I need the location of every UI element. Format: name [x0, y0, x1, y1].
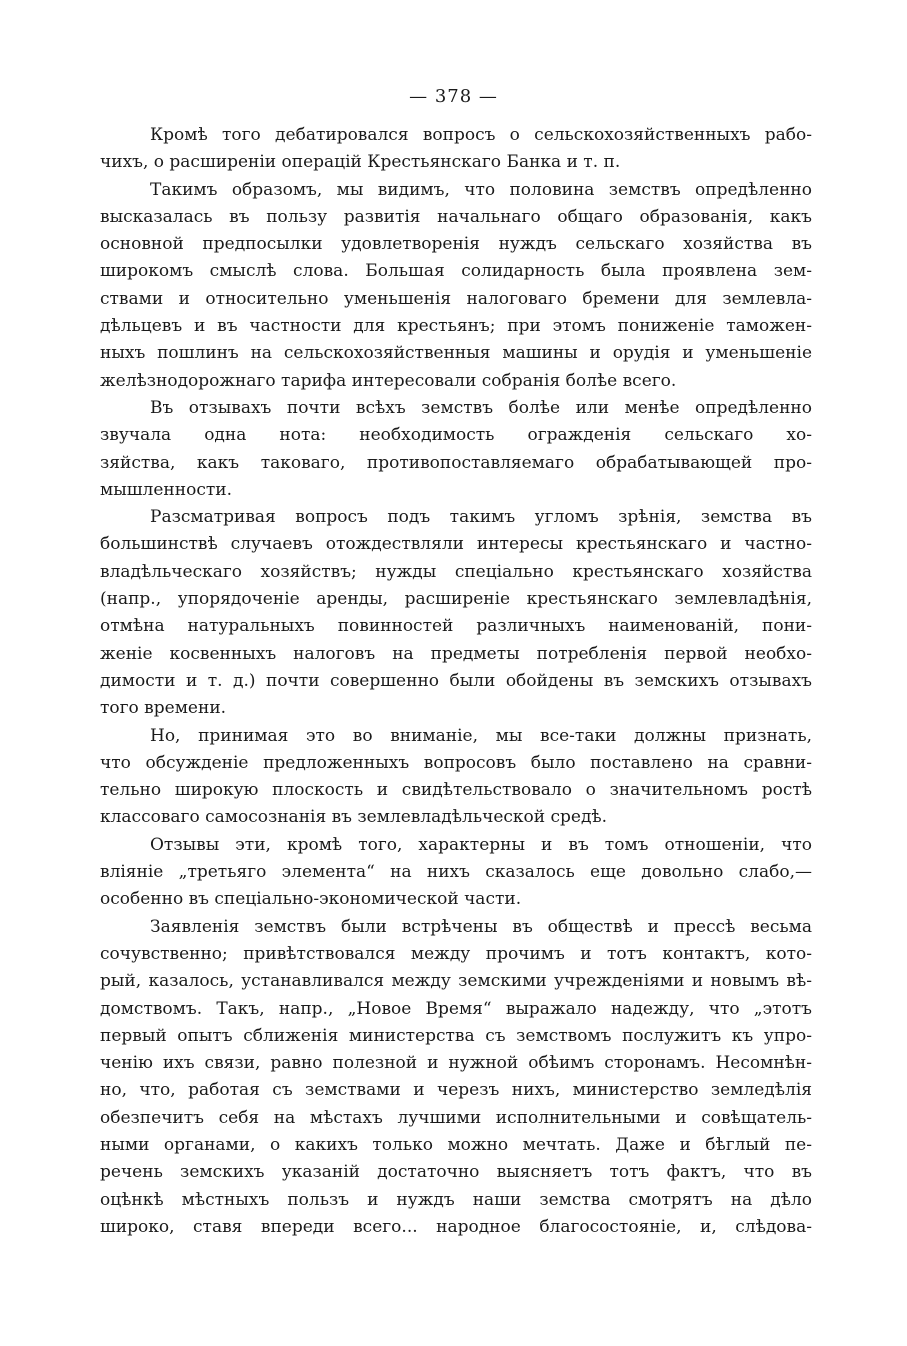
text-line: ствами и относительно уменьшенія налоговаго бремени для землевла- — [100, 288, 812, 309]
text-line: широкомъ смыслѣ слова. Большая солидарность была проявлена зем- — [100, 261, 812, 282]
text-line: ныхъ пошлинъ на сельскохозяйственныя машины и орудія и уменьшеніе — [100, 343, 812, 364]
text-line: дѣльцевъ и въ частности для крестьянъ; при этомъ пониженіе таможен- — [100, 316, 812, 337]
paragraph — [100, 122, 812, 177]
text-line: основной предпосылки удовлетворенія нуждъ сельскаго хозяйства въ — [100, 234, 812, 255]
text-line: женіе косвенныхъ налоговъ на предметы потребленія первой необхо- — [100, 643, 812, 664]
text-line: речень земскихъ указаній достаточно выясняетъ тотъ фактъ, что въ — [100, 1162, 812, 1183]
text-line: димости и т. д.) почти совершенно были обойдены въ земскихъ отзывахъ — [100, 670, 812, 691]
paragraph — [100, 723, 812, 832]
text-line: особенно въ спеціально-экономической части. — [100, 889, 522, 910]
text-line: классоваго самосознанія въ землевладѣльческой средѣ. — [100, 807, 608, 828]
text-line: что обсужденіе предложенныхъ вопросовъ было поставлено на сравни- — [100, 752, 812, 773]
text-line: сочувственно; привѣтствовался между прочимъ и тотъ контактъ, кото- — [100, 943, 812, 964]
text-line: Заявленія земствъ были встрѣчены въ обществѣ и прессѣ весьма — [150, 916, 812, 937]
text-line: тельно широкую плоскость и свидѣтельствовало о значительномъ ростѣ — [100, 780, 812, 801]
text-line: звучала одна нота: необходимость огражденія сельскаго хо- — [100, 425, 812, 446]
text-line: Но, принимая это во вниманіе, мы все-таки должны признать, — [150, 725, 812, 746]
paragraph — [100, 177, 812, 395]
paragraph — [100, 832, 812, 914]
text-line: оцѣнкѣ мѣстныхъ пользъ и нуждъ наши земства смотрятъ на дѣло — [100, 1189, 812, 1210]
text-line: домствомъ. Такъ, напр., „Новое Время“ выражало надежду, что „этотъ — [100, 998, 812, 1019]
text-line: большинствѣ случаевъ отождествляли интересы крестьянскаго и частно- — [100, 534, 812, 555]
text-line: Разсматривая вопросъ подъ такимъ угломъ зрѣнія, земства въ — [150, 507, 812, 528]
paragraph — [100, 914, 812, 1242]
text-line: желѣзнодорожнаго тарифа интересовали собранія болѣе всего. — [100, 370, 677, 391]
text-line: того времени. — [100, 698, 227, 719]
text-line: Въ отзывахъ почти всѣхъ земствъ болѣе или менѣе опредѣленно — [150, 397, 812, 418]
text-line: широко, ставя впереди всего... народное благосостояніе, и, слѣдова- — [100, 1216, 812, 1237]
text-line: вліяніе „третьяго элемента“ на нихъ сказалось еще довольно слабо,— — [100, 862, 812, 883]
text-line: мышленности. — [100, 479, 232, 500]
text-line: Отзывы эти, кромѣ того, характерны и въ томъ отношеніи, что — [150, 834, 812, 855]
text-line: (напр., упорядоченіе аренды, расширеніе крестьянскаго землевладѣнія, — [100, 589, 812, 610]
paragraph — [100, 395, 812, 504]
body-text — [100, 122, 812, 1241]
text-line: высказалась въ пользу развитія начальнаго общаго образованія, какъ — [100, 206, 812, 227]
text-line: владѣльческаго хозяйствъ; нужды спеціально крестьянскаго хозяйства — [100, 561, 812, 582]
page-number: — 378 — — [409, 86, 498, 107]
text-line: отмѣна натуральныхъ повинностей различныхъ наименованій, пони- — [100, 616, 812, 637]
text-line: Кромѣ того дебатировался вопросъ о сельскохозяйственныхъ рабо- — [150, 125, 812, 145]
text-line: первый опытъ сближенія министерства съ земствомъ послужитъ къ упро- — [100, 1025, 812, 1046]
text-line: чихъ, о расширеніи операцій Крестьянскаго Банка и т. п. — [100, 152, 621, 173]
text-line: зяйства, какъ таковаго, противопоставляемаго обрабатывающей про- — [100, 452, 812, 473]
paragraph — [100, 504, 812, 722]
text-line: рый, казалось, устанавливался между земскими учрежденіями и новымъ вѣ- — [100, 971, 812, 992]
text-line: Такимъ образомъ, мы видимъ, что половина земствъ опредѣленно — [150, 179, 812, 200]
text-line: ченію ихъ связи, равно полезной и нужной обѣимъ сторонамъ. Несомнѣн- — [100, 1053, 812, 1074]
text-line: ными органами, о какихъ только можно мечтать. Даже и бѣглый пе- — [100, 1134, 812, 1155]
text-line: обезпечитъ себя на мѣстахъ лучшими исполнительными и совѣщатель- — [100, 1107, 812, 1128]
text-line: но, что, работая съ земствами и черезъ нихъ, министерство земледѣлія — [100, 1080, 812, 1101]
